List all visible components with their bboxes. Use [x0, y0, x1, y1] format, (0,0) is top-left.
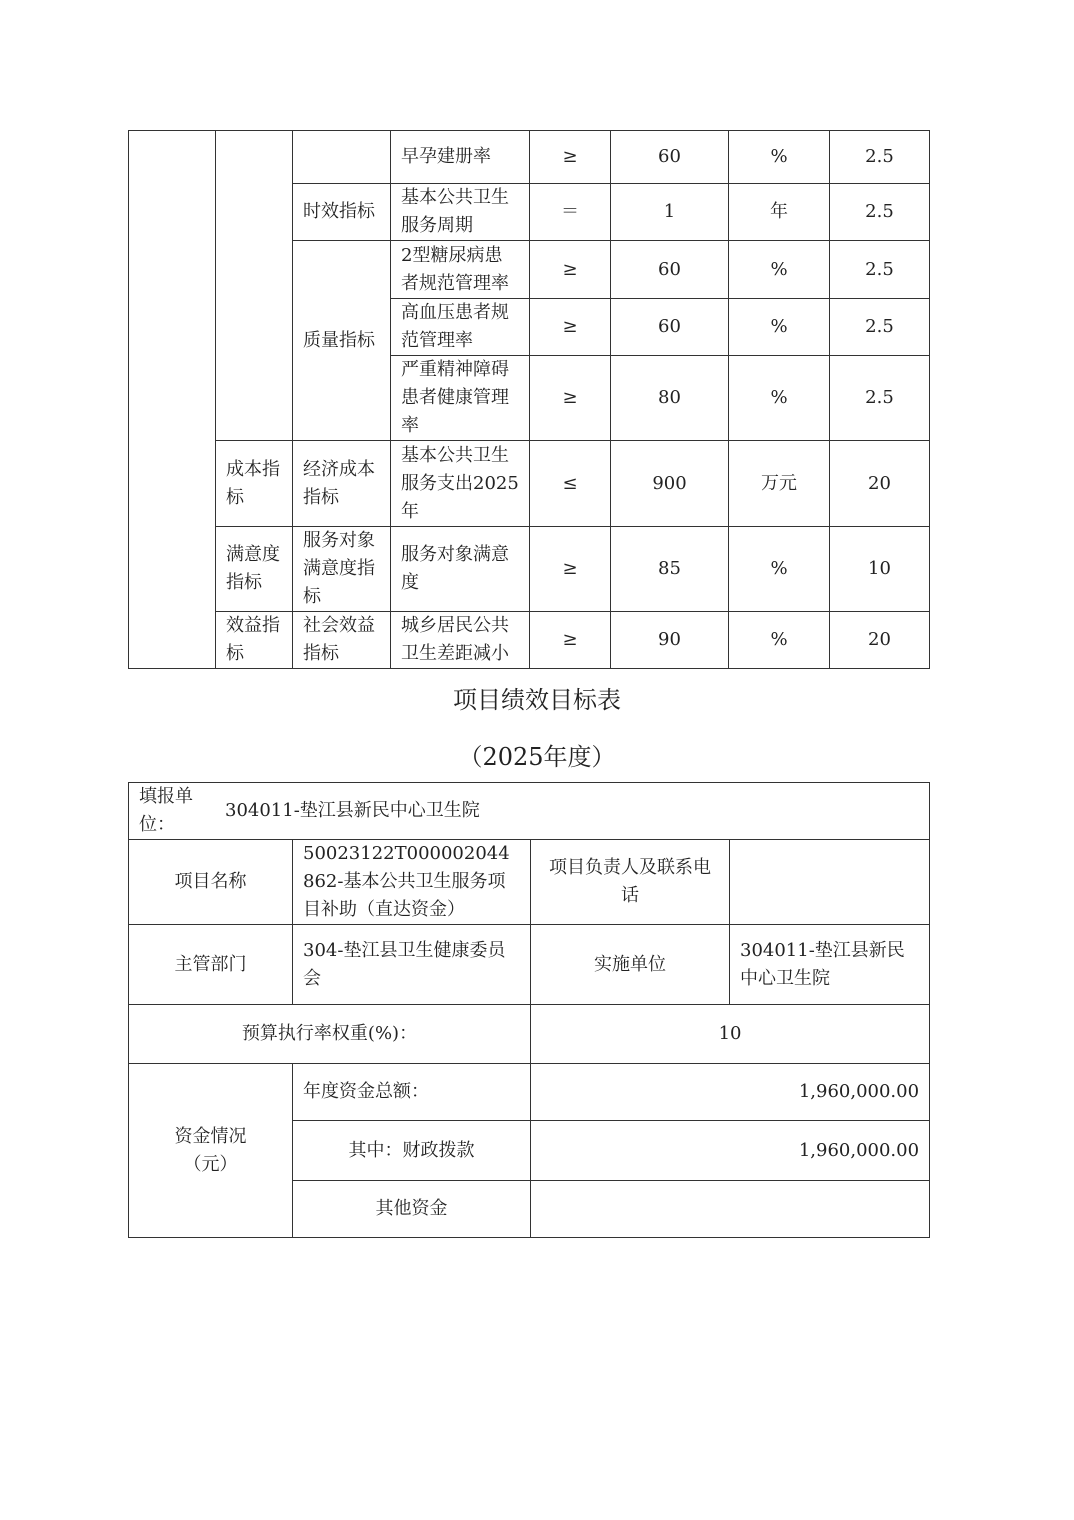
performance-indicator-table	[128, 130, 930, 669]
operator: ≥	[530, 131, 611, 184]
dept-value: 304-垫江县卫生健康委员会	[293, 925, 531, 1005]
table-row	[129, 441, 930, 527]
level3-cell: 服务对象满意度指标	[293, 527, 391, 612]
level3-cell: 质量指标	[293, 241, 391, 441]
table-row	[129, 131, 930, 184]
table-row	[129, 925, 930, 1005]
total-funds-value: 1,960,000.00	[531, 1064, 930, 1121]
project-leader-value	[730, 840, 930, 925]
level3-cell	[293, 131, 391, 184]
project-name-value: 50023122T000002044862-基本公共卫生服务项目补助（直达资金）	[293, 840, 531, 925]
indicator-name: 基本公共卫生服务周期	[391, 184, 530, 241]
fiscal-funds-value: 1,960,000.00	[531, 1121, 930, 1181]
unit: 万元	[729, 441, 830, 527]
weight: 20	[830, 441, 930, 527]
weight: 20	[830, 612, 930, 669]
target-value: 85	[611, 527, 729, 612]
other-funds-label: 其他资金	[293, 1181, 531, 1238]
table-row	[129, 527, 930, 612]
indicator-name: 高血压患者规范管理率	[391, 299, 530, 356]
unit: %	[729, 299, 830, 356]
weight: 2.5	[830, 356, 930, 441]
page-subtitle: （2025年度）	[458, 743, 616, 771]
impl-unit-label: 实施单位	[531, 925, 730, 1005]
budget-weight-label: 预算执行率权重(%)：	[129, 1005, 531, 1064]
unit: %	[729, 131, 830, 184]
level2-cell	[216, 131, 293, 441]
table-row	[129, 840, 930, 925]
weight: 2.5	[830, 299, 930, 356]
unit: %	[729, 612, 830, 669]
level1-cell	[129, 131, 216, 669]
reporting-unit-label: 填报单位：	[139, 786, 193, 835]
operator: ＝	[530, 184, 611, 241]
target-value: 80	[611, 356, 729, 441]
page-title: 项目绩效目标表	[453, 686, 621, 714]
table-row	[129, 1005, 930, 1064]
target-value: 60	[611, 299, 729, 356]
level3-cell: 时效指标	[293, 184, 391, 241]
reporting-unit-cell	[129, 783, 930, 840]
weight: 10	[830, 527, 930, 612]
fiscal-funds-label: 其中：财政拨款	[293, 1121, 531, 1181]
operator: ≥	[530, 299, 611, 356]
weight: 2.5	[830, 241, 930, 299]
reporting-unit-value: 304011-垫江县新民中心卫生院	[225, 800, 480, 821]
operator: ≥	[530, 612, 611, 669]
target-value: 60	[611, 131, 729, 184]
target-value: 60	[611, 241, 729, 299]
funds-label	[129, 1064, 293, 1238]
level2-cell: 满意度指标	[216, 527, 293, 612]
table-row	[129, 612, 930, 669]
operator: ≥	[530, 527, 611, 612]
table-row	[129, 783, 930, 840]
unit: 年	[729, 184, 830, 241]
unit: %	[729, 356, 830, 441]
indicator-name: 严重精神障碍患者健康管理率	[391, 356, 530, 441]
level3-cell: 经济成本指标	[293, 441, 391, 527]
indicator-name: 2型糖尿病患者规范管理率	[391, 241, 530, 299]
target-value: 900	[611, 441, 729, 527]
operator: ≤	[530, 441, 611, 527]
indicator-name: 城乡居民公共卫生差距减小	[391, 612, 530, 669]
operator: ≥	[530, 241, 611, 299]
project-name-label: 项目名称	[129, 840, 293, 925]
level2-cell: 成本指标	[216, 441, 293, 527]
unit: %	[729, 527, 830, 612]
total-funds-label: 年度资金总额：	[293, 1064, 531, 1121]
indicator-name: 基本公共卫生服务支出2025年	[391, 441, 530, 527]
project-leader-label: 项目负责人及联系电话	[531, 840, 730, 925]
other-funds-value	[531, 1181, 930, 1238]
indicator-name: 服务对象满意度	[391, 527, 530, 612]
indicator-name: 早孕建册率	[391, 131, 530, 184]
operator: ≥	[530, 356, 611, 441]
target-value: 90	[611, 612, 729, 669]
impl-unit-value: 304011-垫江县新民中心卫生院	[730, 925, 930, 1005]
dept-label: 主管部门	[129, 925, 293, 1005]
weight: 2.5	[830, 184, 930, 241]
budget-weight-value: 10	[531, 1005, 930, 1064]
weight: 2.5	[830, 131, 930, 184]
project-info-table	[128, 782, 930, 1238]
level3-cell: 社会效益指标	[293, 612, 391, 669]
target-value: 1	[611, 184, 729, 241]
funds-label-text: 资金情况（元）	[174, 1125, 247, 1175]
level2-cell: 效益指标	[216, 612, 293, 669]
unit: %	[729, 241, 830, 299]
table-row	[129, 1064, 930, 1121]
